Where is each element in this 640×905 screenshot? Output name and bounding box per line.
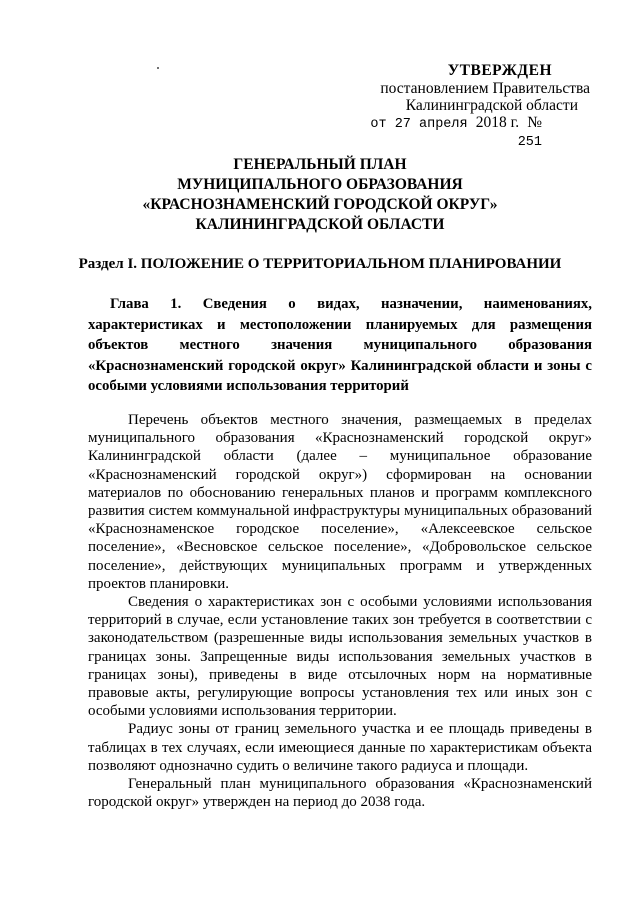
decree-number: 251 [517, 135, 542, 150]
paragraph-1: Перечень объектов местного значения, размещаемых в пределах муниципального образования «Краснознаменский городской округ» Калининградской области (далее – муниципальное образование «Краснознаменский городской округ») сформирован на основании материалов по обоснованию генеральных планов и программ комплексного развития систем коммунальной инфраструктуры муниципальных образований «Краснознаменское городское поселение», «Алексеевское сельское поселение», «Весновское сельское поселение», «Добровольское сельское поселение», действующих муниципальных программ и утвержденных проектов планировки. [88, 412, 592, 592]
title-line-1: ГЕНЕРАЛЬНЫЙ ПЛАН [233, 156, 407, 173]
date-prefix: от [370, 117, 387, 132]
paragraph-4: Генеральный план муниципального образования «Краснознаменский городской округ» утвержден на период до 2038 года. [88, 776, 592, 811]
approval-authority: постановлением Правительства [380, 80, 590, 97]
date-year: 2018 г. [475, 114, 520, 131]
approval-date-line [340, 114, 542, 152]
paragraph-3: Радиус зоны от границ земельного участка и ее площадь приведены в таблицах в тех случаях, если имеющиеся данные по характеристикам объекта позволяют однозначно судить о величине такого радиуса и площади. [88, 721, 592, 774]
paragraph-2: Сведения о характеристиках зон с особыми условиями использования территорий в случае, если установление таких зон требуется в соответствии с законодательством (разрешенные виды использования земельных участков в границах зоны. Запрещенные виды использования земельных участков в границах зоны), приведены в виде отсылочных норм на нормативные правовые акты, регулирующие вопросы установления тех или иных зон с особыми условиями использования территории. [88, 594, 592, 720]
title-line-2: МУНИЦИПАЛЬНОГО ОБРАЗОВАНИЯ [177, 176, 463, 193]
approval-stamp [340, 62, 600, 152]
section-heading: Раздел I. ПОЛОЖЕНИЕ О ТЕРРИТОРИАЛЬНОМ ПЛАНИРОВАНИИ [78, 256, 562, 272]
approval-region: Калининградской области [405, 97, 578, 114]
body-text [88, 411, 592, 811]
scan-speck [157, 67, 159, 69]
chapter-heading-text: Глава 1. Сведения о видах, назначении, наименованиях, характеристиках и местоположении планируемых для размещения объектов местного значения муниципального образования «Краснознаменский городской округ» Калининградской области и зоны с особыми условиями использования территорий [88, 296, 592, 394]
number-sign: № [527, 114, 542, 131]
chapter-heading [88, 294, 592, 397]
title-line-3: «КРАСНОЗНАМЕНСКИЙ ГОРОДСКОЙ ОКРУГ» [142, 196, 498, 213]
approval-title: УТВЕРЖДЕН [447, 62, 552, 79]
title-line-4: КАЛИНИНГРАДСКОЙ ОБЛАСТИ [195, 216, 445, 233]
date-value: 27 апреля [394, 117, 468, 132]
document-title [60, 155, 580, 235]
